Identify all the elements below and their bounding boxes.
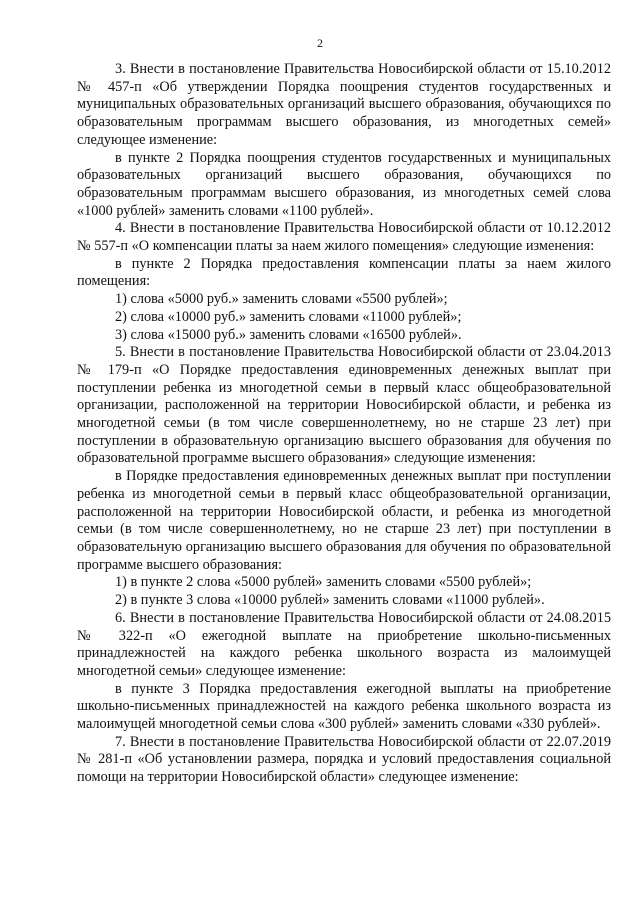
paragraph-item-7: 7. Внести в постановление Правительства Новосибирской области от 22.07.2019 № 281-п «Об установлении размера, порядка и условий предоставления социальной помощи на территории Новосибирской области» следующее изменение: (77, 733, 611, 786)
list-item: 1) в пункте 2 слова «5000 рублей» заменить словами «5500 рублей»; (115, 574, 532, 591)
paragraph-item-6-change: в пункте 3 Порядка предоставления ежегодной выплаты на приобретение школьно-письменных принадлежностей на каждого ребенка школьного возраста из малоимущей многодетной семьи слова «300 рублей» заменить словами «330 рублей». (77, 680, 611, 733)
paragraph-item-4-intro: в пункте 2 Порядка предоставления компенсации платы за наем жилого помещения: (77, 255, 611, 290)
paragraph-item-3: 3. Внести в постановление Правительства Новосибирской области от 15.10.2012 № 457-п «Об утверждении Порядка поощрения студентов государственных и муниципальных образовательных организаций высшего образования, обучающихся по образовательным программам высшего образования, из многодетных семей» следующее изменение: (77, 61, 611, 148)
page-number: 2 (317, 36, 323, 50)
list-item: 2) в пункте 3 слова «10000 рублей» заменить словами «11000 рублей». (115, 592, 545, 609)
document-body (77, 61, 611, 787)
paragraph-item-5-intro: в Порядке предоставления единовременных денежных выплат при поступлении ребенка из многодетной семьи в первый класс общеобразовательной организации, расположенной на территории Новосибирской области, и ребенка из многодетной семьи (в том числе совершеннолетнему, но не старше 23 лет) при поступлении в образовательную организацию высшего образования для обучения по образовательной программе высшего образования: (77, 468, 611, 573)
list-item: 3) слова «15000 руб.» заменить словами «16500 рублей». (115, 326, 462, 343)
list-item: 2) слова «10000 руб.» заменить словами «11000 рублей»; (115, 308, 462, 325)
paragraph-item-4: 4. Внести в постановление Правительства Новосибирской области от 10.12.2012 № 557-п «О компенсации платы за наем жилого помещения» следующие изменения: (77, 220, 611, 255)
paragraph-item-6: 6. Внести в постановление Правительства Новосибирской области от 24.08.2015 № 322-п «О ежегодной выплате на приобретение школьно-письменных принадлежностей на каждого ребенка школьного возраста из малоимущей многодетной семьи» следующее изменение: (77, 609, 611, 679)
paragraph-item-3-change: в пункте 2 Порядка поощрения студентов государственных и муниципальных образовательных организаций высшего образования, обучающихся по образовательным программам высшего образования, из многодетных семей слова «1000 рублей» заменить словами «1100 рублей». (77, 149, 611, 219)
paragraph-item-5: 5. Внести в постановление Правительства Новосибирской области от 23.04.2013 № 179-п «О Порядке предоставления единовременных денежных выплат при поступлении ребенка из многодетной семьи в первый класс общеобразовательной организации, расположенной на территории Новосибирской области, и ребенка из многодетной семьи (в том числе совершеннолетнему, но не старше 23 лет) при поступлении в образовательную организацию высшего образования для обучения по образовательной программе высшего образования» следующие изменения: (77, 344, 611, 467)
list-item: 1) слова «5000 руб.» заменить словами «5500 рублей»; (115, 291, 448, 308)
